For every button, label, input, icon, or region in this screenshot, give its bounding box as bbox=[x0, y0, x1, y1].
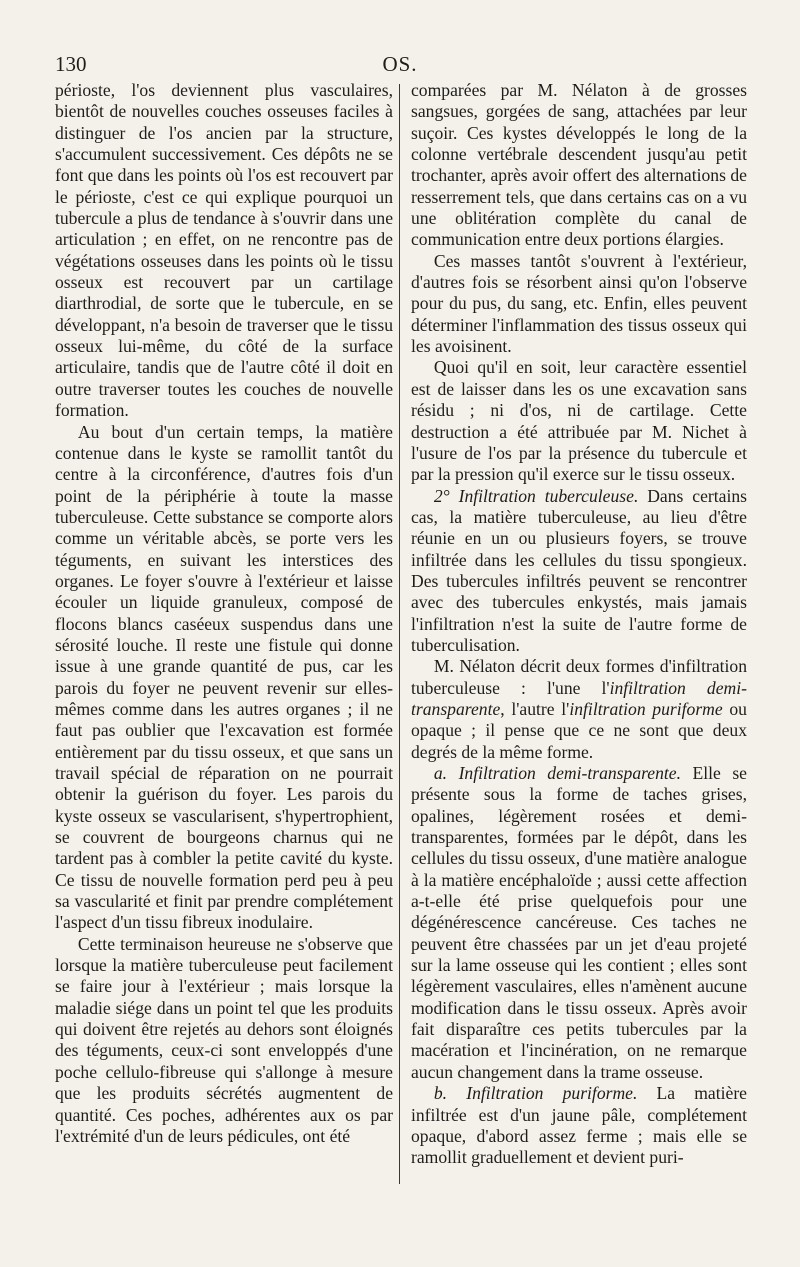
page-number: 130 bbox=[55, 52, 87, 76]
paragraph-text: M. Nélaton décrit deux formes d'infiltration tuberculeuse : l'une l' bbox=[411, 656, 747, 698]
paragraph-text: La matière infiltrée est d'un jaune pâle, complétement opaque, d'abord assez ferme ; mais elle se ramollit graduellement et devient puri- bbox=[411, 1083, 747, 1168]
section-heading: a. Infiltration demi-transparente. bbox=[433, 763, 682, 783]
left-column bbox=[55, 80, 393, 1147]
paragraph: Au bout d'un certain temps, la matière contenue dans le kyste se ramollit tantôt du centre à la circonférence, d'autres fois d'un point de la périphérie à toute la masse tuberculeuse. Cette substance se comporte alors comme un véritable abcès, se porte vers les téguments, en suivant les interstices des organes. Le foyer s'ouvre à l'extérieur et laisse écouler un liquide granuleux, composé de flocons blancs caséeux suspendus dans une sérosité louche. Il reste une fistule qui donne issue à une grande quantité de pus, car les parois du foyer ne peuvent revenir sur elles-mêmes comme dans les autres organes ; il ne faut pas oublier que l'excavation est formée entièrement par du tissu osseux, et que sans un travail spécial de réparation on ne pourrait obtenir la guérison du foyer. Les parois du kyste osseux se vascularisent, s'hypertrophient, se couvrent de bourgeons charnus qui ne tardent pas à combler la petite cavité du kyste. Ce tissu de nouvelle formation perd peu à peu sa vascularité et finit par prendre complétement l'aspect d'un tissu fibreux inodulaire. bbox=[55, 421, 393, 933]
paragraph bbox=[411, 486, 747, 657]
column-divider bbox=[399, 84, 400, 1184]
paragraph-text: Elle se présente sous la forme de taches grises, opalines, légèrement rosées et demi-transparentes, formées par le dépôt, dans les cellules du tissu osseux, d'une matière analogue à la matière encéphaloïde ; aussi cette affection a-t-elle été prise quelquefois pour une dégénérescence cancéreuse. Ces taches ne peuvent être chassées par un jet d'eau projeté sur la lame osseuse qui les contient ; elles sont légèrement vasculaires, elles n'amènent aucune modification dans le tissu osseux. Après avoir fait disparaître ces petits tubercules par la macération et l'incinération, on ne remarque aucun changement dans la trame osseuse. bbox=[411, 763, 747, 1082]
paragraph: Cette terminaison heureuse ne s'observe que lorsque la matière tuberculeuse peut facilement se faire jour à l'extérieur ; mais lorsque la maladie siége dans un point tel que les produits qui doivent être rejetés au dehors sont éloignés des téguments, ceux-ci sont enveloppés d'une poche cellulo-fibreuse qui s'allonge à mesure que les produits sécrétés augmentent de quantité. Ces poches, adhérentes aux os par l'extrémité d'un de leurs pédicules, ont été bbox=[55, 933, 393, 1146]
paragraph-continued: périoste, l'os deviennent plus vasculaires, bientôt de nouvelles couches osseuses faciles à distinguer de l'os ancien par la structure, s'accumulent successivement. Ces dépôts ne se font que dans les points où l'os est recouvert par le périoste, c'est ce qui explique pourquoi un tubercule a plus de tendance à s'ouvrir dans une articulation ; en effet, on ne rencontre pas de végétations osseuses dans les points où le tissu osseux est recouvert par un cartilage diarthrodial, de sorte que le tubercule, en se développant, n'a besoin de traverser que le tissu osseux lui-même, du côté de la surface articulaire, tandis que de l'autre côté il doit en outre traverser toutes les couches de nouvelle formation. bbox=[55, 80, 393, 421]
running-head: OS. bbox=[382, 52, 418, 76]
right-column bbox=[411, 80, 747, 1169]
paragraph-text: ou opaque ; il pense que ce ne sont que deux degrés de la même forme. bbox=[411, 698, 747, 762]
paragraph: Ces masses tantôt s'ouvrent à l'extérieur, d'autres fois se résorbent ainsi qu'on l'observe pour du pus, du sang, etc. Enfin, elles peuvent déterminer l'inflammation des tissus osseux qui les avoisinent. bbox=[411, 250, 747, 357]
paragraph bbox=[411, 1083, 747, 1168]
paragraph bbox=[411, 656, 747, 763]
paragraph bbox=[411, 763, 747, 1083]
paragraph-text: , l'autre l' bbox=[500, 698, 570, 719]
page-header bbox=[55, 52, 745, 82]
italic-term: infiltration puriforme bbox=[569, 698, 723, 719]
paragraph-text: Dans certains cas, la matière tuberculeuse, au lieu d'être réunie en un ou plusieurs foyers, se trouve infiltrée dans les cellules du tissu spongieux. Des tubercules infiltrés peuvent se rencontrer avec des tubercules enkystés, mais jamais l'infiltration n'est la suite de l'autre forme de tuberculisation. bbox=[411, 485, 747, 655]
paragraph-continued: comparées par M. Nélaton à de grosses sangsues, gorgées de sang, attachées par leur suçoir. Ces kystes développés le long de la colonne vertébrale descendent jusqu'au petit trochanter, après avoir offert des alternations de resserrement tels, que dans certains cas on a vu une oblitération complète du canal de communication entre deux portions élargies. bbox=[411, 80, 747, 250]
section-heading: 2° Infiltration tuberculeuse. bbox=[433, 485, 639, 506]
italic-term: infiltration demi-transparente bbox=[411, 677, 747, 719]
paragraph: Quoi qu'il en soit, leur caractère essentiel est de laisser dans les os une excavation sans résidu ; ni d'os, ni de cartilage. Cette destruction a été attribuée par M. Nichet à l'usure de l'os par la présence du tubercule et par la pression qu'il exerce sur le tissu osseux. bbox=[411, 357, 747, 485]
section-heading: b. Infiltration puriforme. bbox=[433, 1083, 638, 1104]
